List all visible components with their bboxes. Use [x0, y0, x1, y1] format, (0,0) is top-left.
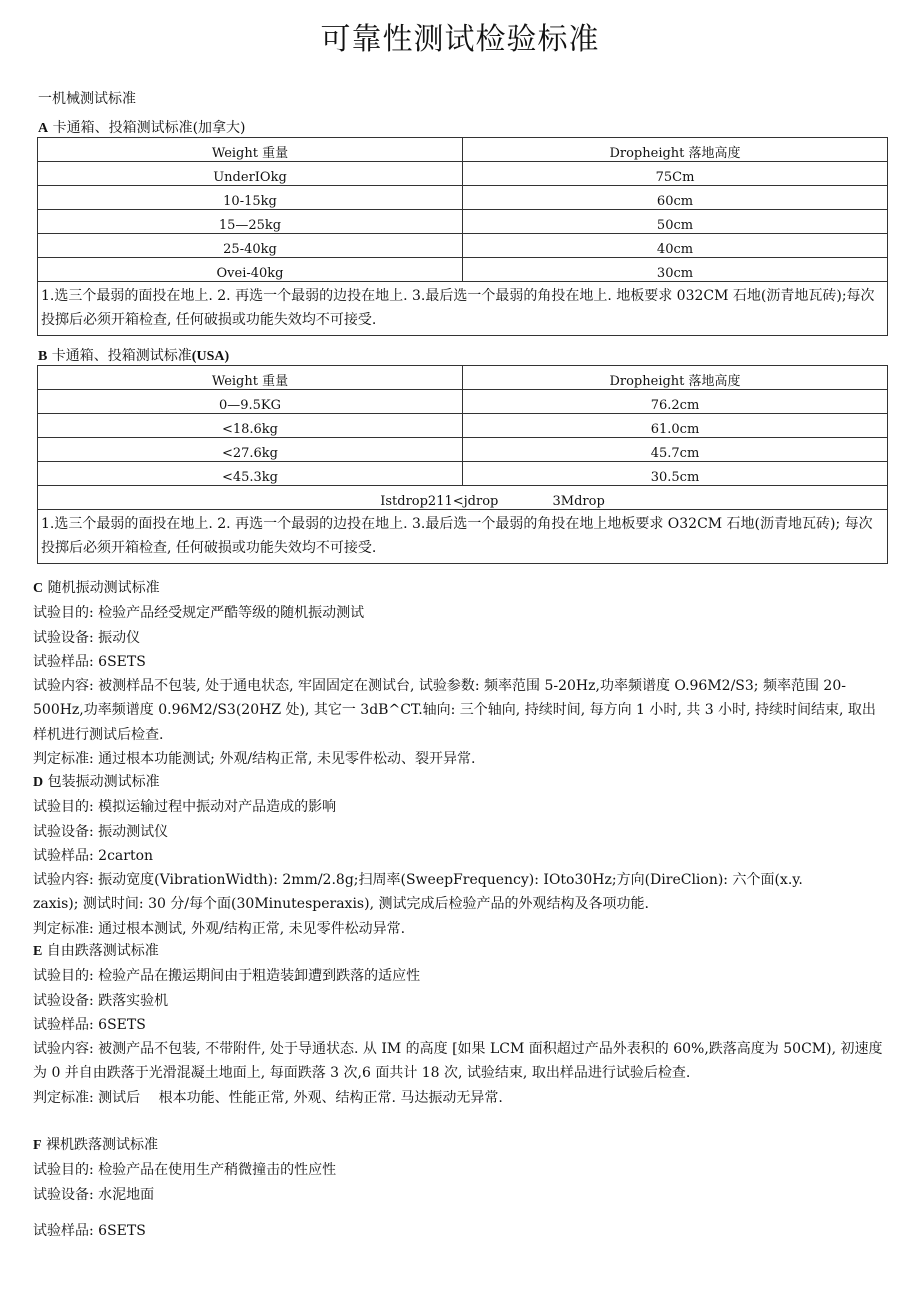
table-note-row: [38, 282, 888, 336]
table-b-letter: B: [38, 349, 48, 364]
section-c-line: 判定标准: 通过根本功能测试; 外观/结构正常, 未见零件松动、裂开异常.: [33, 751, 476, 768]
drop-sequence-left: Istdrop211<jdrop: [380, 494, 499, 509]
cell-height: 60cm: [463, 186, 888, 210]
cell-height: 40cm: [463, 234, 888, 258]
section-e-title: 自由跌落测试标准: [46, 943, 159, 959]
cell-weight: <45.3kg: [38, 462, 463, 486]
section-d: [33, 770, 885, 941]
cell-weight: 0—9.5KG: [38, 390, 463, 414]
cell-height: 30.5cm: [463, 462, 888, 486]
table-a-note: 1.选三个最弱的面投在地上. 2. 再选一个最弱的边投在地上. 3.最后选一个最弱的角投在地上. 地板要求 032CM 石地(沥青地瓦砖);每次投掷后必须开箱检查, 任何破损或功能失效均不可接受.: [38, 282, 888, 336]
section-c-line: 试验目的: 检验产品经受规定严酷等级的随机振动测试: [33, 605, 365, 622]
section-d-letter: D: [33, 775, 44, 790]
section-e-line: 试验样品: 6SETS: [33, 1016, 146, 1033]
section-f-line: 试验目的: 检验产品在使用生产稍微撞击的性应性: [33, 1162, 337, 1179]
section-f-letter: F: [33, 1138, 42, 1153]
cell-weight: <18.6kg: [38, 414, 463, 438]
table-a: [37, 137, 888, 336]
cell-height: 76.2cm: [463, 390, 888, 414]
section-heading-mechanical: 一机械测试标准: [38, 91, 136, 107]
section-e: [33, 939, 885, 1110]
cell-weight: 10-15kg: [38, 186, 463, 210]
section-f-line: 试验设备: 水泥地面: [33, 1186, 155, 1203]
table-header-row: [38, 366, 888, 390]
section-d-line: 试验设备: 振动测试仪: [33, 823, 169, 840]
cell-height: 45.7cm: [463, 438, 888, 462]
section-d-line: 试验内容: 振动宽度(VibrationWidth): 2mm/2.8g;扫周率(SweepFrequency): IOto30Hz;方向(DireClion): 六个面(x.y.: [33, 872, 803, 889]
section-e-line: 判定标准: 测试后 根本功能、性能正常, 外观、结构正常. 马达振动无异常.: [33, 1089, 503, 1106]
table-b: [37, 365, 888, 564]
table-row: [38, 234, 888, 258]
table-row: [38, 438, 888, 462]
table-row: [38, 390, 888, 414]
table-b-label: [38, 345, 229, 365]
section-e-heading: [33, 939, 885, 964]
cell-weight: 15—25kg: [38, 210, 463, 234]
table-drop-row: [38, 486, 888, 510]
section-c: [33, 576, 885, 771]
section-f: [33, 1133, 885, 1243]
header-weight: Weight 重量: [38, 138, 463, 162]
cell-height: 50cm: [463, 210, 888, 234]
header-weight: Weight 重量: [38, 366, 463, 390]
section-c-letter: C: [33, 581, 44, 596]
table-row: [38, 258, 888, 282]
cell-weight: <27.6kg: [38, 438, 463, 462]
section-e-line: 试验内容: 被测产品不包装, 不带附件, 处于导通状态. 从 IM 的高度 [如果 LCM 面积超过产品外表积的 60%,跌落高度为 50CM), 初速度为 0 并自由跌落于光滑混凝土地面上, 每面跌落 3 次,6 面共计 18 次, 试验结束, 取出样品进行试验后检查.: [33, 1041, 883, 1082]
table-row: [38, 186, 888, 210]
section-e-line: 试验设备: 跌落实验机: [33, 992, 169, 1009]
cell-height: 30cm: [463, 258, 888, 282]
section-e-line: 试验目的: 检验产品在搬运期间由于粗造装卸遭到跌落的适应性: [33, 968, 421, 985]
cell-height: 75Cm: [463, 162, 888, 186]
section-d-title: 包装振动测试标准: [47, 774, 160, 790]
section-d-heading: [33, 770, 885, 795]
drop-sequence-right: 3Mdrop: [552, 494, 605, 509]
cell-weight: 25-40kg: [38, 234, 463, 258]
section-d-line: 判定标准: 通过根本测试, 外观/结构正常, 未见零件松动异常.: [33, 920, 406, 937]
section-f-heading: [33, 1133, 885, 1158]
section-c-heading: [33, 576, 885, 601]
table-b-title: 卡通箱、投箱测试标准: [51, 348, 192, 364]
table-a-letter: A: [38, 121, 49, 136]
section-c-line: 试验设备: 振动仪: [33, 629, 141, 646]
section-e-letter: E: [33, 944, 43, 959]
table-b-note: 1.选三个最弱的面投在地上. 2. 再选一个最弱的边投在地上. 3.最后选一个最弱的角投在地上地板要求 O32CM 石地(沥青地瓦砖); 每次投掷后必须开箱检查, 任何破损或功能失效均不可接受.: [38, 510, 888, 564]
section-f-title: 裸机跌落测试标准: [46, 1137, 159, 1153]
header-dropheight: Dropheight 落地高度: [463, 366, 888, 390]
cell-weight: UnderIOkg: [38, 162, 463, 186]
cell-weight: Ovei-40kg: [38, 258, 463, 282]
drop-sequence-cell: [38, 486, 888, 510]
table-row: [38, 462, 888, 486]
table-b-suffix: (USA): [191, 349, 230, 364]
table-row: [38, 210, 888, 234]
header-dropheight: Dropheight 落地高度: [463, 138, 888, 162]
table-row: [38, 162, 888, 186]
table-note-row: [38, 510, 888, 564]
table-row: [38, 414, 888, 438]
page-title: 可靠性测试检验标准: [320, 22, 600, 57]
section-c-line: 试验内容: 被测样品不包装, 处于通电状态, 牢固固定在测试台, 试验参数: 频率范围 5-20Hz,功率频谱度 O.96M2/S3; 频率范围 20-500Hz,功率频谱度 0.96M2/S3(20HZ 处), 其它一 3dB^CT.轴向: 三个轴向, 持续时间, 每方向 1 小时, 共 3 小时, 持续时间结束, 取出样机进行测试后检查.: [33, 678, 876, 743]
section-d-line: zaxis); 测试时间: 30 分/每个面(30Minutesperaxis), 测试完成后检验产品的外观结构及各项功能.: [33, 896, 649, 913]
cell-height: 61.0cm: [463, 414, 888, 438]
section-f-line: 试验样品: 6SETS: [33, 1222, 146, 1239]
section-d-line: 试验目的: 模拟运输过程中振动对产品造成的影响: [33, 799, 337, 816]
table-a-label: [38, 117, 246, 137]
section-d-line: 试验样品: 2carton: [33, 847, 154, 864]
section-c-line: 试验样品: 6SETS: [33, 653, 146, 670]
table-a-title: 卡通箱、投箱测试标准(加拿大): [52, 120, 246, 136]
table-header-row: [38, 138, 888, 162]
section-c-title: 随机振动测试标准: [47, 580, 160, 596]
